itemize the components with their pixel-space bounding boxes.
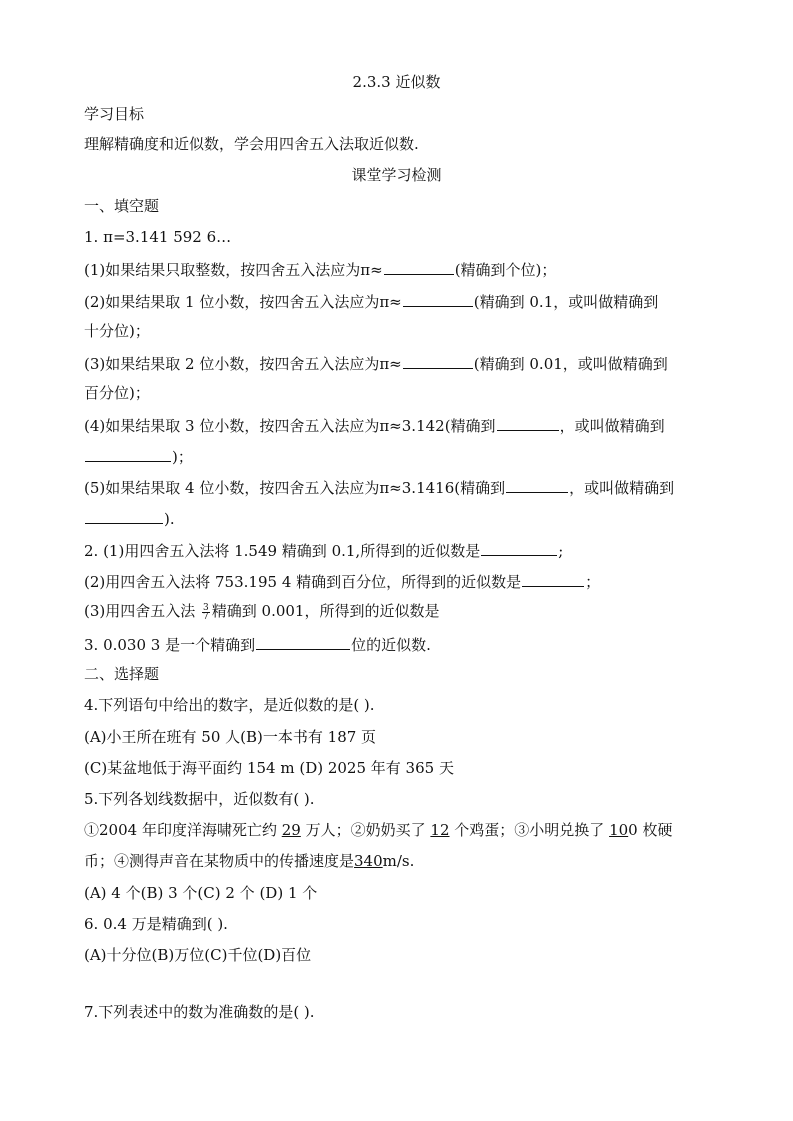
q6-options: (A)十分位(B)万位(C)千位(D)百位 [84,946,312,964]
q3-text-end: 位的近似数. [351,636,431,654]
answer-blank[interactable] [497,414,559,431]
goal-text: 理解精确度和近似数，学会用四舍五入法取近似数. [84,135,419,153]
part2-heading: 二、选择题 [84,665,160,683]
q5-stem: 5.下列各划线数据中，近似数有( ). [84,790,315,808]
q2-sub3 [84,601,439,621]
q1-sub2 [84,290,658,312]
answer-blank[interactable] [506,476,568,493]
section-heading: 课堂学习检测 [351,166,442,184]
page-title: 2.3.3 近似数 [352,73,441,91]
q1-sub3 [84,352,668,374]
q1-stem: 1. π=3.141 592 6… [84,228,232,246]
q1-sub1 [84,258,556,280]
q1-sub4 [84,414,665,436]
q2-sub1-text: 2. (1)用四舍五入法将 1.549 精确到 0.1,所得到的近似数是 [84,542,481,560]
q5-options: (A) 4 个(B) 3 个(C) 2 个 (D) 1 个 [84,884,318,902]
q1-sub1-text-end: (精确到个位)； [454,261,557,279]
q1-sub3-cont: 百分位)； [84,384,150,402]
q2-sub1-text-end: ; [558,542,564,560]
q5-line2 [84,851,414,871]
fraction-denominator: 7 [203,611,209,622]
q1-sub2-text: (2)如果结果取 1 位小数，按四舍五入法应为π≈ [84,293,402,311]
q3-text: 3. 0.030 3 是一个精确到 [84,636,256,654]
q1-sub2-text-end: (精确到 0.1，或叫做精确到 [473,293,659,311]
part1-heading: 一、填空题 [84,197,160,215]
answer-blank[interactable] [522,570,584,587]
q1-sub4-cont [84,445,193,467]
q5-text: 枚硬 [642,821,673,839]
q1-sub4-text-mid: ，或叫做精确到 [559,417,665,435]
fraction-numerator: 3 [203,602,209,613]
answer-blank[interactable] [384,258,454,275]
q5-text: 0 [628,821,638,839]
q1-sub5-cont [84,507,175,529]
q1-sub1-text: (1)如果结果只取整数，按四舍五入法应为π≈ [84,261,383,279]
fraction [202,604,210,621]
q2-sub2-text: (2)用四舍五入法将 753.195 4 精确到百分位，所得到的近似数是 [84,573,522,591]
underlined-number: 10 [609,821,629,839]
underlined-number: 12 [430,821,450,839]
q5-text: 个鸡蛋；③小明兑换了 [454,821,605,839]
q2-sub1 [84,539,563,561]
q1-sub5-text: (5)如果结果取 4 位小数，按四舍五入法应为π≈3.1416(精确到 [84,479,506,497]
q2-sub2-text-end: ； [585,573,601,591]
answer-blank[interactable] [403,290,473,307]
q2-sub2 [84,570,600,592]
q1-sub5-text-mid: ，或叫做精确到 [569,479,675,497]
answer-blank[interactable] [85,445,171,462]
q5-text: m/s. [382,852,415,870]
q1-sub4-text-end: )； [172,448,193,466]
q2-sub3-text-end: 精确到 0.001，所得到的近似数是 [211,602,440,620]
q4-options-1: (A)小王所在班有 50 人(B)一本书有 187 页 [84,728,377,746]
goal-heading: 学习目标 [84,105,145,123]
q3 [84,633,431,655]
answer-blank[interactable] [481,539,557,556]
q2-sub3-text: (3)用四舍五入法 [84,602,201,620]
q1-sub5-text-end: ). [164,510,175,528]
q1-sub4-text: (4)如果结果取 3 位小数，按四舍五入法应为π≈3.142(精确到 [84,417,496,435]
q5-line1 [84,820,673,840]
q5-text: 万人；②奶奶买了 [305,821,426,839]
answer-blank[interactable] [85,507,163,524]
q7-stem: 7.下列表述中的数为准确数的是( ). [84,1003,315,1021]
q6-stem: 6. 0.4 万是精确到( ). [84,915,228,933]
underlined-number: 340 [354,852,383,870]
q1-sub3-text-end: (精确到 0.01，或叫做精确到 [473,355,668,373]
q1-sub5 [84,476,674,498]
q4-options-2: (C)某盆地低于海平面约 154 m (D) 2025 年有 365 天 [84,759,454,777]
underlined-number: 29 [281,821,301,839]
q1-sub3-text: (3)如果结果取 2 位小数，按四舍五入法应为π≈ [84,355,402,373]
q5-text: 币；④测得声音在某物质中的传播速度是 [84,852,355,870]
answer-blank[interactable] [256,633,350,650]
q5-text: ①2004 年印度洋海啸死亡约 [84,821,277,839]
q1-sub2-cont: 十分位)； [84,322,150,340]
answer-blank[interactable] [403,352,473,369]
q4-stem: 4.下列语句中给出的数字，是近似数的是( ). [84,696,375,714]
